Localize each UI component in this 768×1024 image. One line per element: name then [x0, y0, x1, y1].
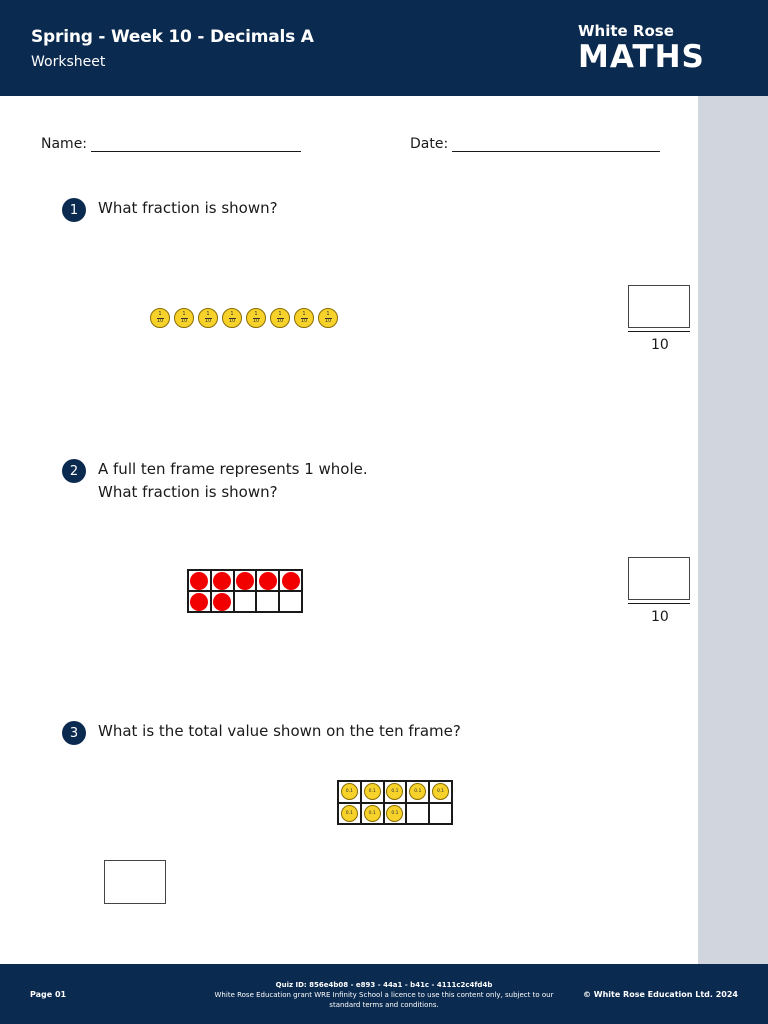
- coin-denominator: 10: [324, 318, 332, 324]
- ten-frame-cell: [361, 803, 384, 825]
- ten-frame-cell: [279, 591, 302, 612]
- ten-frame-cell: [256, 570, 279, 591]
- ten-frame-counters: [187, 569, 303, 613]
- ten-frame-cell: [211, 591, 234, 612]
- logo-main-text: MATHS: [578, 39, 705, 75]
- coin-numerator: 1: [302, 311, 306, 317]
- red-counter: [213, 593, 231, 611]
- ten-frame-cell: [406, 781, 429, 803]
- red-counter: [259, 572, 277, 590]
- side-strip: [698, 96, 768, 964]
- question-1-line: What fraction is shown?: [98, 199, 278, 217]
- tenth-coin: [294, 308, 314, 328]
- answer-box-2[interactable]: [628, 557, 690, 600]
- question-2-line-2: What fraction is shown?: [98, 483, 278, 501]
- decimal-coin: 0.1: [386, 783, 403, 800]
- coin-denominator: 10: [180, 318, 188, 324]
- ten-frame-cell: [279, 570, 302, 591]
- coin-denominator: 10: [276, 318, 284, 324]
- red-counter: [236, 572, 254, 590]
- ten-frame-cell: [429, 803, 452, 825]
- white-rose-maths-logo: [578, 22, 718, 78]
- ten-frame-cell: [188, 591, 211, 612]
- coin-numerator: 1: [182, 311, 186, 317]
- tenth-coin: [270, 308, 290, 328]
- ten-frame-cell: [256, 591, 279, 612]
- copyright: © White Rose Education Ltd. 2024: [582, 990, 738, 999]
- ten-frame-cell: [406, 803, 429, 825]
- page-header: [0, 0, 768, 96]
- ten-frame-cell: [384, 781, 407, 803]
- ten-frame-cell: [338, 781, 361, 803]
- coin-numerator: 1: [206, 311, 210, 317]
- tenth-coin: [318, 308, 338, 328]
- coin-numerator: 1: [158, 311, 162, 317]
- tenth-coin: [198, 308, 218, 328]
- footer-info: [200, 980, 568, 1010]
- name-blank[interactable]: [91, 138, 301, 152]
- decimal-coin: 0.1: [341, 783, 358, 800]
- red-counter: [213, 572, 231, 590]
- question-number-3: 3: [62, 721, 86, 745]
- name-label: Name:: [41, 136, 88, 152]
- tenth-coin: [174, 308, 194, 328]
- answer-denominator-2: 10: [651, 609, 669, 625]
- logo-top-text: White Rose: [578, 22, 674, 40]
- tenth-coin: [246, 308, 266, 328]
- page-number: Page 01: [30, 990, 67, 999]
- coin-numerator: 1: [278, 311, 282, 317]
- ten-frame-cell: [188, 570, 211, 591]
- decimal-coin: 0.1: [341, 805, 358, 822]
- date-field: [410, 136, 660, 152]
- name-field: [41, 136, 301, 152]
- worksheet-subtitle: Worksheet: [31, 54, 106, 70]
- question-number-2: 2: [62, 459, 86, 483]
- red-counter: [190, 593, 208, 611]
- fraction-bar-2: [628, 603, 690, 604]
- red-counter: [282, 572, 300, 590]
- coin-numerator: 1: [326, 311, 330, 317]
- ten-frame-cell: [384, 803, 407, 825]
- decimal-coin: 0.1: [364, 805, 381, 822]
- page-footer: [0, 964, 768, 1024]
- answer-box-1[interactable]: [628, 285, 690, 328]
- answer-denominator-1: 10: [651, 337, 669, 353]
- coin-denominator: 10: [204, 318, 212, 324]
- ten-frame-cell: [338, 803, 361, 825]
- coin-denominator: 10: [156, 318, 164, 324]
- tenth-coin: [222, 308, 242, 328]
- date-label: Date:: [410, 136, 449, 152]
- ten-frame-cell: [211, 570, 234, 591]
- fraction-bar-1: [628, 331, 690, 332]
- coin-denominator: 10: [252, 318, 260, 324]
- question-text-2: [98, 458, 368, 504]
- question-number-1: 1: [62, 198, 86, 222]
- licence-text: White Rose Education grant WRE Infinity School a licence to use this content only, subject to our standard terms and conditions.: [214, 991, 554, 1009]
- coin-denominator: 10: [300, 318, 308, 324]
- decimal-coin: 0.1: [409, 783, 426, 800]
- ten-frame-decimal-coins: [337, 780, 453, 825]
- ten-frame-cell: [429, 781, 452, 803]
- ten-frame-cell: [361, 781, 384, 803]
- red-counter: [190, 572, 208, 590]
- coin-numerator: 1: [230, 311, 234, 317]
- date-blank[interactable]: [452, 138, 660, 152]
- decimal-coin: 0.1: [386, 805, 403, 822]
- decimal-coin: 0.1: [364, 783, 381, 800]
- question-text-1: [98, 197, 278, 220]
- decimal-coin: 0.1: [432, 783, 449, 800]
- quiz-id: Quiz ID: 856e4b08 - e893 - 44a1 - b41c - 4111c2c4fd4b: [275, 981, 493, 989]
- answer-box-3[interactable]: [104, 860, 166, 904]
- question-2-line-1: A full ten frame represents 1 whole.: [98, 460, 368, 478]
- worksheet-title: Spring - Week 10 - Decimals A: [31, 27, 314, 47]
- coin-denominator: 10: [228, 318, 236, 324]
- question-text-3: [98, 720, 461, 743]
- ten-frame-cell: [234, 591, 257, 612]
- coin-numerator: 1: [254, 311, 258, 317]
- question-3-line: What is the total value shown on the ten frame?: [98, 722, 461, 740]
- ten-frame-cell: [234, 570, 257, 591]
- tenth-coin: [150, 308, 170, 328]
